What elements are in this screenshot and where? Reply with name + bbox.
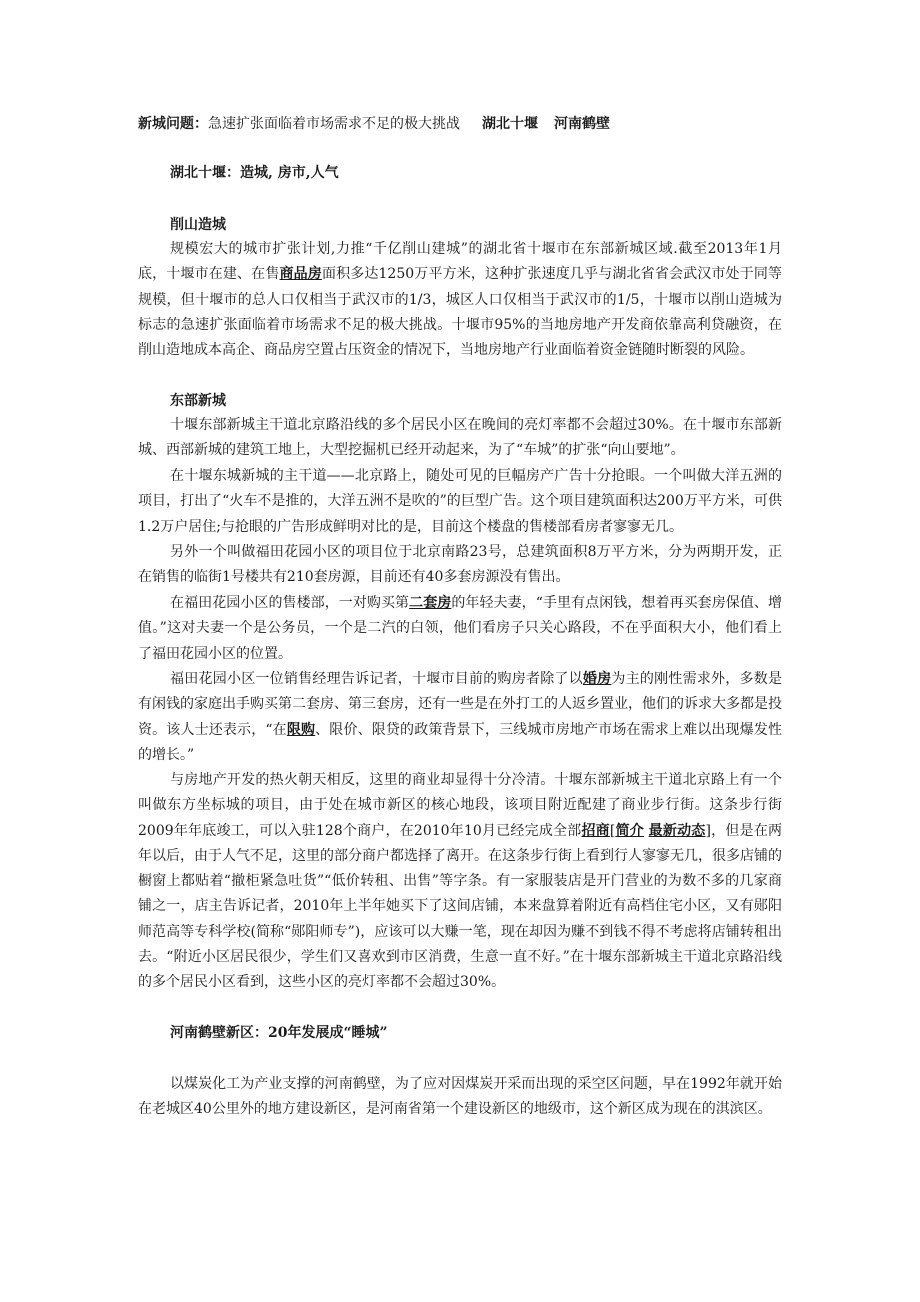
title-tag-hubei: 湖北十堰 [482,116,538,132]
subheading-xueshan: 削山造城 [170,217,226,233]
section-heading-hubei: 湖北十堰：造城, 房市,人气 [170,165,339,181]
paragraph-dongbu-4: 在福田花园小区的售楼部，一对购买第二套房的年轻夫妻，“手里有点闲钱，想着再买套房保值、增值。”这对夫妻一个是公务员，一个是二汽的白领，他们看房子只关心路段，不在乎面积大小，他们看上了福田花园小区的位置。 [138,595,783,662]
paragraph-dongbu-5: 福田花园小区一位销售经理告诉记者，十堰市目前的购房者除了以婚房为主的刚性需求外，多数是有闲钱的家庭出手购买第二套房、第三套房，还有一些是在外打工的人返乡置业，他们的诉求大多都是投资。该人士还表示，“在限购、限价、限贷的政策背景下，三线城市房地产市场在需求上难以出现爆发性的增长。” [138,671,783,763]
paragraph-dongbu-3: 另外一个叫做福田花园小区的项目位于北京南路23号，总建筑面积8万平方米，分为两期开发，正在销售的临街1号楼共有210套房源，目前还有40多套房源没有售出。 [138,544,782,586]
title-tag-henan: 河南鹤壁 [554,116,610,132]
section-heading-henan: 河南鹤壁新区：20年发展成“睡城” [170,1025,388,1041]
paragraph-dongbu-1: 十堰东部新城主干道北京路沿线的多个居民小区在晚间的亮灯率都不会超过30%。在十堰市东部新城、西部新城的建筑工地上，大型挖掘机已经开动起来，为了“车城”的扩张“向山要地”。 [138,417,782,459]
paragraph-henan: 以煤炭化工为产业支撑的河南鹤壁，为了应对因煤炭开采而出现的采空区问题，早在1992年就开始在老城区40公里外的地方建设新区，是河南省第一个建设新区的地级市，这个新区成为现在的淇滨区。 [138,1076,782,1118]
link-latest-news[interactable]: 最新动态 [648,822,706,839]
link-intro[interactable]: 简介 [615,822,644,839]
paragraph-dongbu-2: 在十堰东城新城的主干道——北京路上，随处可见的巨幅房产广告十分抢眼。一个叫做大洋五洲的项目，打出了“火车不是推的，大洋五洲不是吹的”的巨型广告。这个项目建筑面积达200万平方米，可供1.2万户居住;与抢眼的广告形成鲜明对比的是，目前这个楼盘的售楼部看房者寥寥无几。 [138,468,782,535]
link-second-home[interactable]: 二套房 [409,595,452,611]
subheading-dongbu: 东部新城 [170,393,226,409]
link-commercial-housing[interactable]: 商品房 [279,266,322,283]
link-investment[interactable]: 招商 [581,822,610,839]
link-wedding-house[interactable]: 婚房 [582,671,612,687]
paragraph-xueshan: 规模宏大的城市扩张计划,力推“千亿削山建城”的湖北省十堰市在东部新城区域.截至2013年1月底，十堰市在建、在售商品房面积多达1250万平方米，这种扩张速度几乎与湖北省省会武汉市处于同等规模，但十堰市的总人口仅相当于武汉市的1/3，城区人口仅相当于武汉市的1/5，十堰市以削山造城为标志的急速扩张面临着市场需求不足的极大挑战。十堰市95%的当地房地产开发商依靠高利贷融资，在削山造地成本高企、商品房空置占压资金的情况下，当地房地产行业面临着资金链随时断裂的风险。 [138,241,783,359]
paragraph-dongbu-6: 与房地产开发的热火朝天相反，这里的商业却显得十分冷清。十堰东部新城主干道北京路上有一个叫做东方坐标城的项目，由于处在城市新区的核心地段，该项目附近配建了商业步行街。这条步行街2009年年底竣工，可以入驻128个商户，在2010年10月已经完成全部招商[简介 最新动态]，但是在两年以后，由于人气不足，这里的部分商户都选择了离开。在这条步行街上看到行人寥寥无几，很多店铺的橱窗上都贴着“撤柜紧急吐货”“低价转租、出售”等字条。有一家服装店是开门营业的为数不多的几家商铺之一，店主告诉记者，2010年上半年她买下了这间店铺，本来盘算着附近有高档住宅小区，又有郧阳师范高等专科学校(简称“郧阳师专”)，应该可以大赚一笔，现在却因为赚不到钱不得不考虑将店铺转租出去。“附近小区居民很少，学生们又喜欢到市区消费，生意一直不好。”在十堰东部新城主干道北京路沿线的多个居民小区看到，这些小区的亮灯率都不会超过30%。 [138,772,783,991]
title-label: 新城问题： [138,116,208,132]
title-text: 急速扩张面临着市场需求不足的极大挑战 [208,116,460,132]
title-line [138,114,610,134]
link-purchase-limit[interactable]: 限购 [286,721,316,738]
